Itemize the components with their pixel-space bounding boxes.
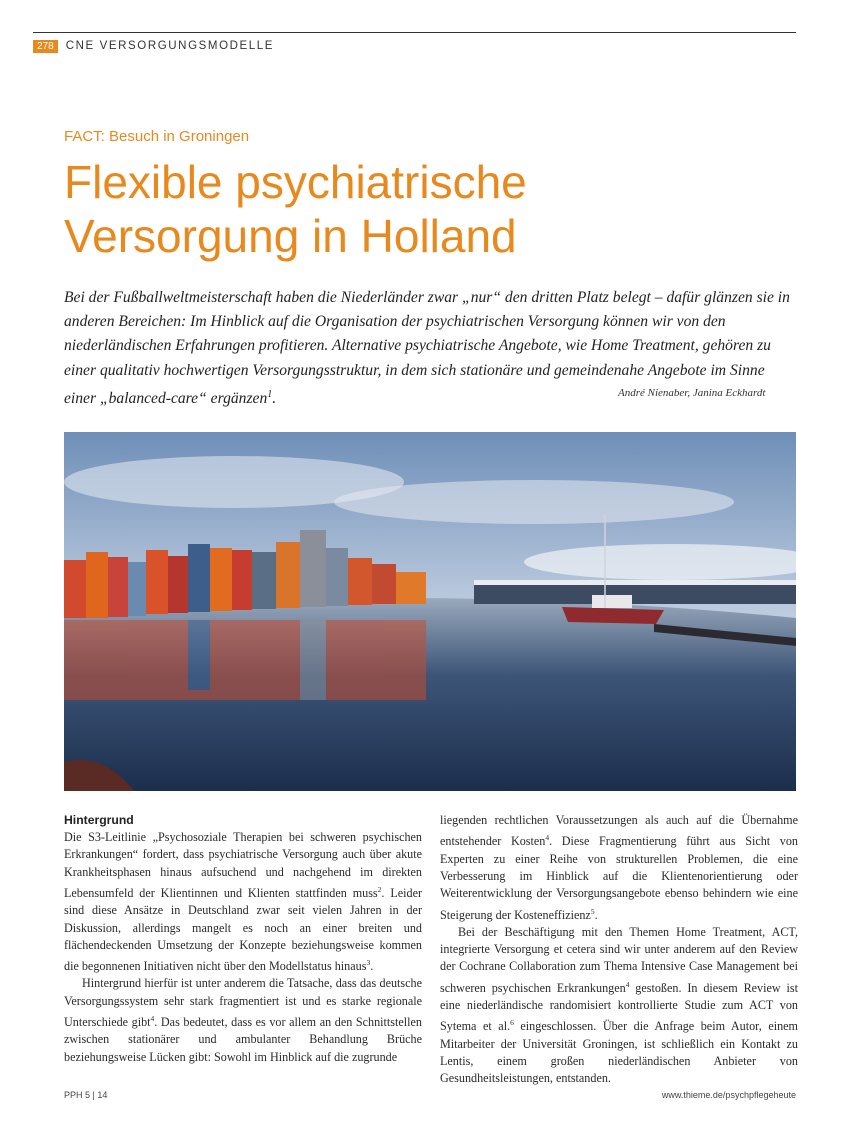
p2-ref-1: 4 bbox=[150, 1014, 155, 1024]
paragraph-2 bbox=[64, 975, 422, 1066]
page-number-badge: 278 bbox=[33, 40, 58, 53]
p3-text-a: Bei der Beschäftigung mit den Themen Home Treatment, ACT, integrierte Versorgung et cetera sind wir unter anderem auf den Review der Cochrane Collaboration zum Thema Intensive Case Management bei schweren psychischen Erkrankungen bbox=[440, 924, 798, 995]
section-label: CNE VERSORGUNGSMODELLE bbox=[65, 40, 275, 52]
body-column-left bbox=[64, 812, 422, 1066]
body-column-right bbox=[440, 812, 798, 1088]
p2-ref-3: 5 bbox=[590, 906, 595, 916]
footer-issue: PPH 5 | 14 bbox=[64, 1090, 108, 1100]
title-line-2: Versorgung in Holland bbox=[64, 210, 517, 262]
footer-url[interactable]: www.thieme.de/psychpflegeheute bbox=[661, 1090, 796, 1100]
p2-text-d-cont: . bbox=[594, 907, 598, 922]
p2-text-a: Hintergrund hierfür ist unter anderem die Tatsache, dass das deutsche Versorgungssystem sehr stark fragmentiert ist und es starke regionale Unterschiede gibt bbox=[64, 976, 422, 1030]
p2-text-b-cont: liegenden rechtlichen Voraussetzungen als auch auf die Übernahme entstehender Kosten bbox=[440, 813, 798, 849]
lead-reference: 1 bbox=[267, 388, 273, 400]
p3-text-b: gestoßen. In diesem Review ist eine niederländische randomisiert kontrollierte Studie zum ACT von Sytema et al. bbox=[440, 980, 798, 1034]
p2-text-b: . Das bedeutet, dass es vor allem an den Schnittstellen zwischen stationärer und ambulanter Behandlung Brüche beziehungsweise Lücken gibt: Sowohl im Hinblick auf die zugrunde bbox=[64, 1015, 422, 1064]
title-line-1: Flexible psychiatrische bbox=[64, 156, 527, 208]
harbor-photo bbox=[64, 432, 796, 791]
article-title bbox=[64, 155, 784, 263]
p3-text-c: eingeschlossen. Über die Anfrage beim Autor, einem Mitarbeiter der Universität Groningen, ist schließlich ein Kontakt zu Lentis, einem großen niederländischen Anbieter von Gesundheitsleistungen, entstanden. bbox=[440, 1019, 799, 1086]
paragraph-2 bbox=[440, 812, 798, 924]
p1-ref-2: 3 bbox=[366, 958, 371, 968]
p1-text-a: Die S3-Leitlinie „Psychosoziale Therapien bei schweren psychischen Erkrankungen“ fordert, dass psychiatrische Versorgung auch über akute Krankheitsphasen hinaus aufsuchend und nachgehend im direkten Lebensumfeld der Klientinnen und Klienten stattfinden muss bbox=[64, 830, 422, 900]
article-kicker: FACT: Besuch in Groningen bbox=[64, 128, 250, 145]
groningen-harbor-illustration bbox=[64, 432, 796, 791]
p1-ref-1: 2 bbox=[377, 884, 382, 894]
lead-end: . bbox=[272, 390, 277, 407]
paragraph-3 bbox=[440, 924, 798, 1088]
p2-text-c-cont: . Diese Fragmentierung führt aus Sicht von Experten zu einer Reihe von strukturellen Problemen, die eine Verbesserung im Hinblick auf die Klientenorientierung oder Weiterentwicklung der Versorgungsangebote ebenso behindern wie eine Steigerung der Kosteneffizienz bbox=[440, 834, 799, 922]
header-rule bbox=[33, 32, 796, 33]
paragraph-1 bbox=[64, 829, 422, 975]
article-authors: André Nienaber, Janina Eckhardt bbox=[618, 387, 766, 399]
p1-text-c: . bbox=[370, 959, 374, 974]
p3-ref-2: 6 bbox=[510, 1018, 514, 1028]
running-header bbox=[33, 39, 274, 53]
p2-ref-2: 4 bbox=[545, 833, 550, 843]
section-heading: Hintergrund bbox=[64, 813, 134, 827]
lead-text: Bei der Fußballweltmeisterschaft haben die Niederländer zwar „nur“ den dritten Platz belegt – dafür glänzen sie in anderen Bereichen: Im Hinblick auf die Organisation der psychiatrischen Versorgung können wir von den niederländischen Erfahrungen profitieren. Alternative psychiatrische Angebote, wie Home Treatment, gehören zu einer qualitativ hochwertigen Versorgungsstruktur, in dem sich stationäre und gemeindenahe Angebote im Sinne einer „balanced-care“ ergänzen bbox=[64, 289, 790, 407]
p3-ref-1: 4 bbox=[625, 979, 630, 989]
p1-text-b: . Leider sind diese Ansätze in Deutschland zwar seit vielen Jahren in der Diskussion, allerdings mangelt es noch an einer breiten und flächendeckenden Umsetzung der Konzepte beziehungsweise kommen die begonnenen Initiativen nicht über den Modellstatus hinaus bbox=[64, 885, 422, 974]
